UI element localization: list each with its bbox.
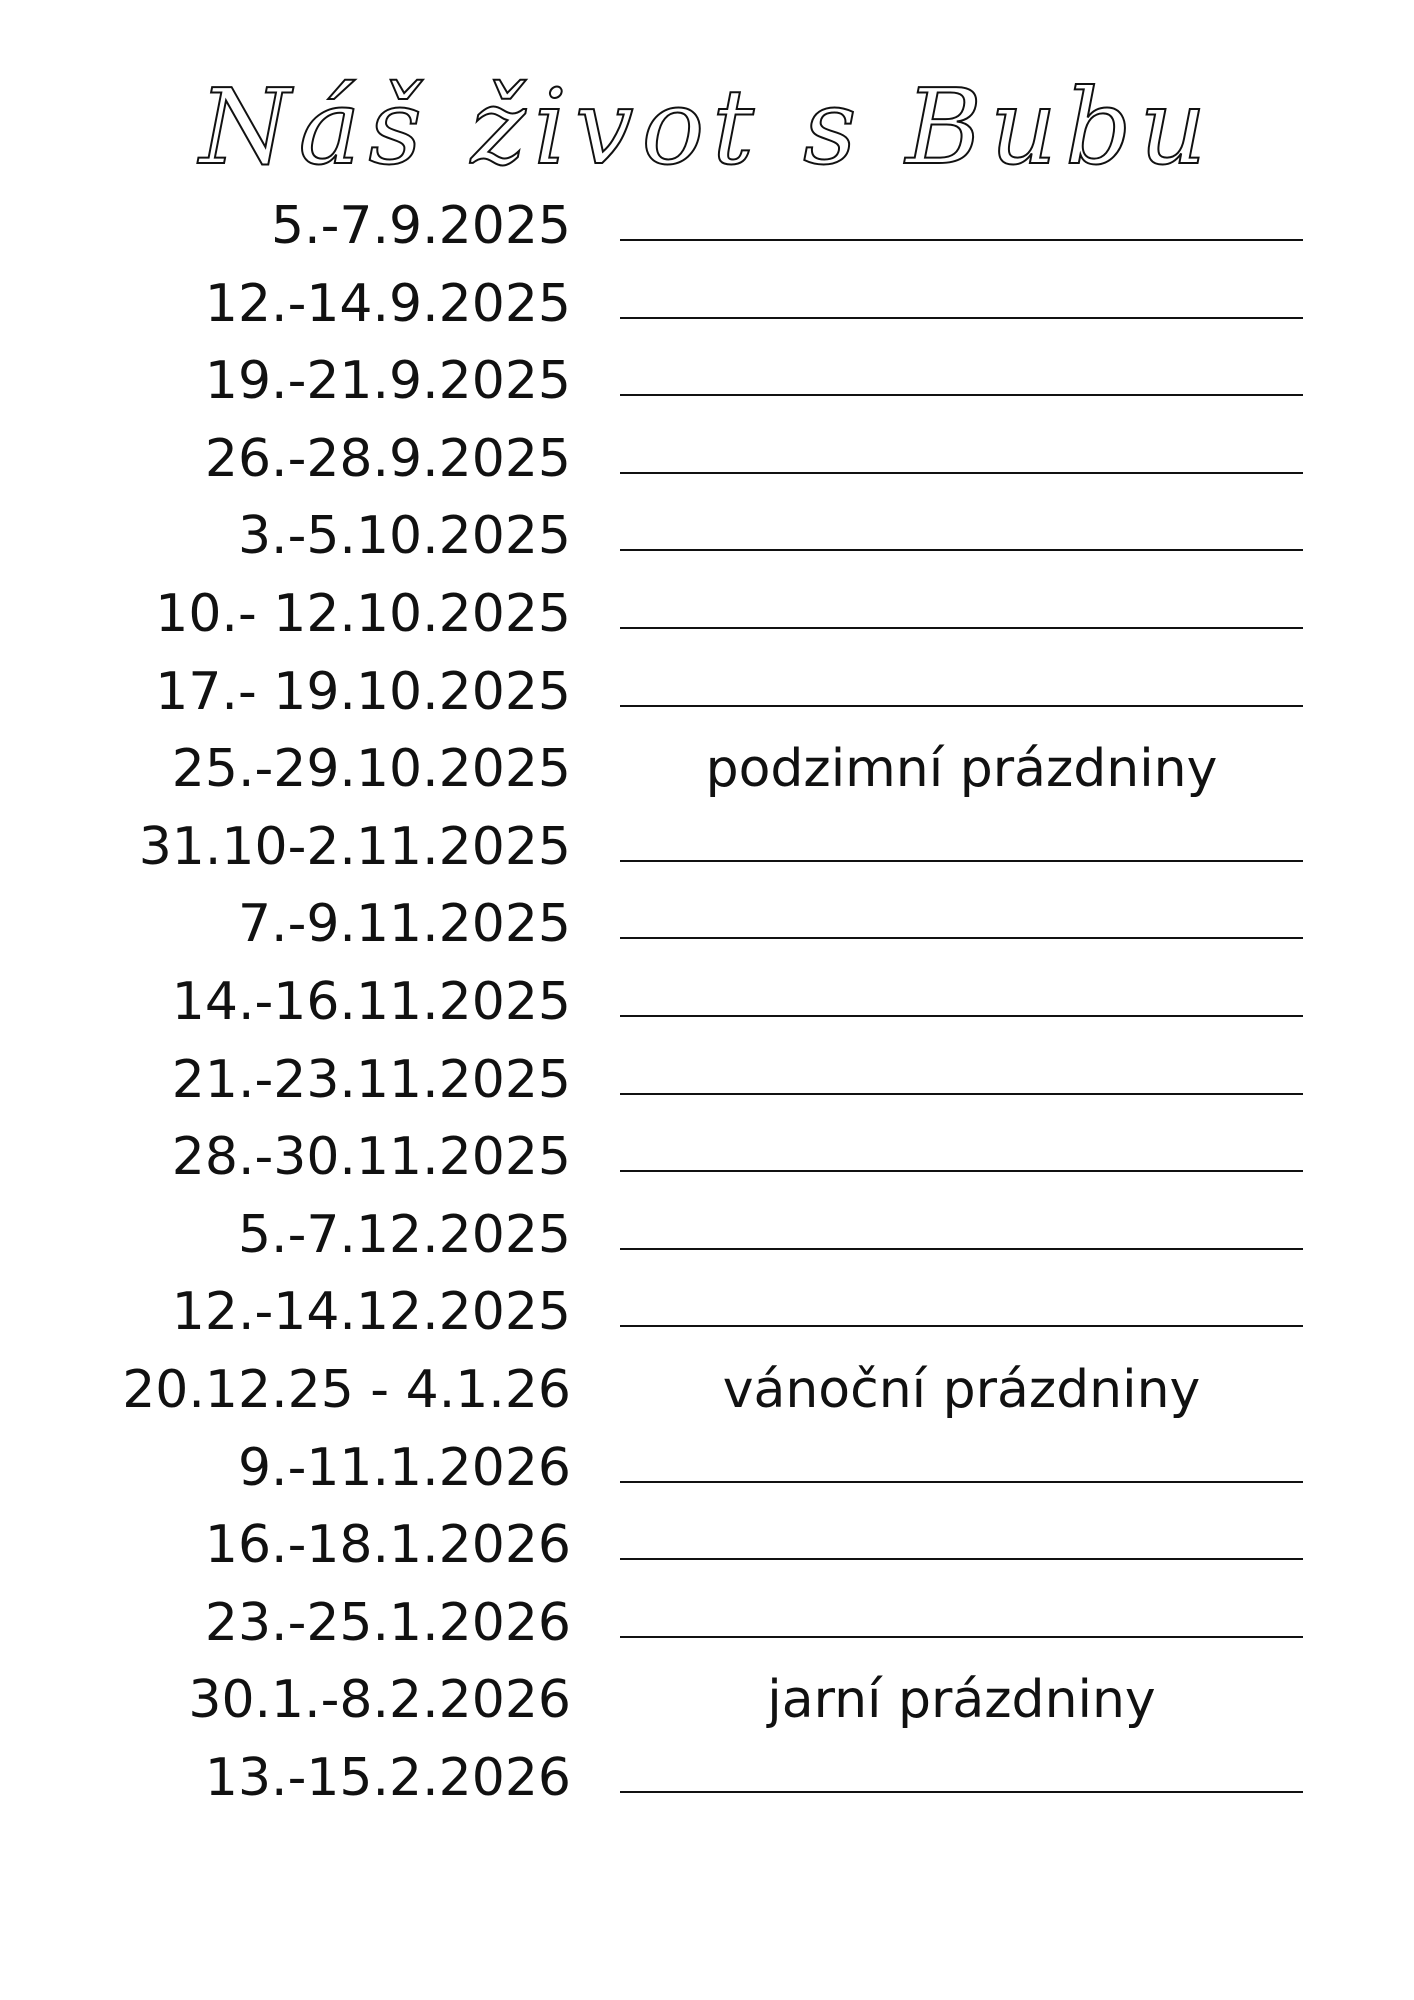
- write-in-line[interactable]: [620, 1325, 1303, 1327]
- schedule-row: [0, 1273, 1414, 1351]
- date-range: 5.-7.12.2025: [237, 1204, 571, 1265]
- date-range: 19.-21.9.2025: [204, 351, 571, 412]
- write-in-line[interactable]: [620, 472, 1303, 474]
- date-range: 28.-30.11.2025: [171, 1127, 571, 1188]
- schedule-row: [0, 808, 1414, 886]
- date-range: 3.-5.10.2025: [237, 506, 571, 567]
- schedule-row: [0, 575, 1414, 653]
- write-in-line[interactable]: [620, 239, 1303, 241]
- schedule-row: [0, 963, 1414, 1041]
- holiday-label: jarní prázdniny: [767, 1670, 1156, 1731]
- date-range: 17.- 19.10.2025: [155, 661, 571, 722]
- date-range: 5.-7.9.2025: [271, 196, 571, 256]
- schedule-row: [0, 1584, 1414, 1662]
- schedule-row: [0, 1118, 1414, 1196]
- schedule-row: [0, 420, 1414, 498]
- date-range: 16.-18.1.2026: [204, 1515, 571, 1576]
- date-range: 31.10-2.11.2025: [138, 816, 571, 877]
- write-in-line[interactable]: [620, 1015, 1303, 1017]
- write-in-line[interactable]: [620, 860, 1303, 862]
- schedule-row: [0, 1041, 1414, 1119]
- write-in-line[interactable]: [620, 937, 1303, 939]
- write-in-line[interactable]: [620, 1170, 1303, 1172]
- page-title: Náš život s Bubu: [199, 66, 1215, 188]
- date-range: 23.-25.1.2026: [204, 1592, 571, 1653]
- date-range: 12.-14.9.2025: [204, 273, 571, 334]
- schedule-row: [0, 1196, 1414, 1274]
- date-range: 7.-9.11.2025: [237, 894, 571, 955]
- write-in-line[interactable]: [620, 317, 1303, 319]
- schedule-row: [0, 1661, 1414, 1739]
- write-in-line[interactable]: [620, 1093, 1303, 1095]
- write-in-line[interactable]: [620, 1248, 1303, 1250]
- schedule-row: [0, 265, 1414, 343]
- write-in-line[interactable]: [620, 394, 1303, 396]
- holiday-label: podzimní prázdniny: [705, 739, 1218, 800]
- schedule-row: [0, 1739, 1414, 1817]
- write-in-line[interactable]: [620, 549, 1303, 551]
- date-range: 12.-14.12.2025: [171, 1282, 571, 1343]
- holiday-label: vánoční prázdniny: [722, 1360, 1201, 1420]
- write-in-line[interactable]: [620, 705, 1303, 707]
- write-in-line[interactable]: [620, 1791, 1303, 1793]
- schedule-row: [0, 1429, 1414, 1507]
- schedule-row: [0, 497, 1414, 575]
- write-in-line[interactable]: [620, 1636, 1303, 1638]
- date-range: 25.-29.10.2025: [171, 739, 571, 800]
- schedule-row: [0, 653, 1414, 731]
- schedule-row: [0, 1506, 1414, 1584]
- schedule-row: [0, 187, 1414, 265]
- date-range: 20.12.25 - 4.1.26: [122, 1360, 571, 1420]
- schedule-row: [0, 730, 1414, 808]
- date-range: 14.-16.11.2025: [171, 972, 571, 1032]
- date-range: 30.1.-8.2.2026: [188, 1670, 571, 1731]
- write-in-line[interactable]: [620, 627, 1303, 629]
- write-in-line[interactable]: [620, 1481, 1303, 1483]
- schedule-row: [0, 885, 1414, 963]
- schedule-row: [0, 1351, 1414, 1429]
- write-in-line[interactable]: [620, 1558, 1303, 1560]
- date-range: 9.-11.1.2026: [237, 1437, 571, 1498]
- date-range: 10.- 12.10.2025: [155, 584, 571, 644]
- date-range: 26.-28.9.2025: [204, 428, 571, 489]
- schedule-row: [0, 342, 1414, 420]
- date-range: 21.-23.11.2025: [171, 1049, 571, 1110]
- date-range: 13.-15.2.2026: [204, 1748, 571, 1808]
